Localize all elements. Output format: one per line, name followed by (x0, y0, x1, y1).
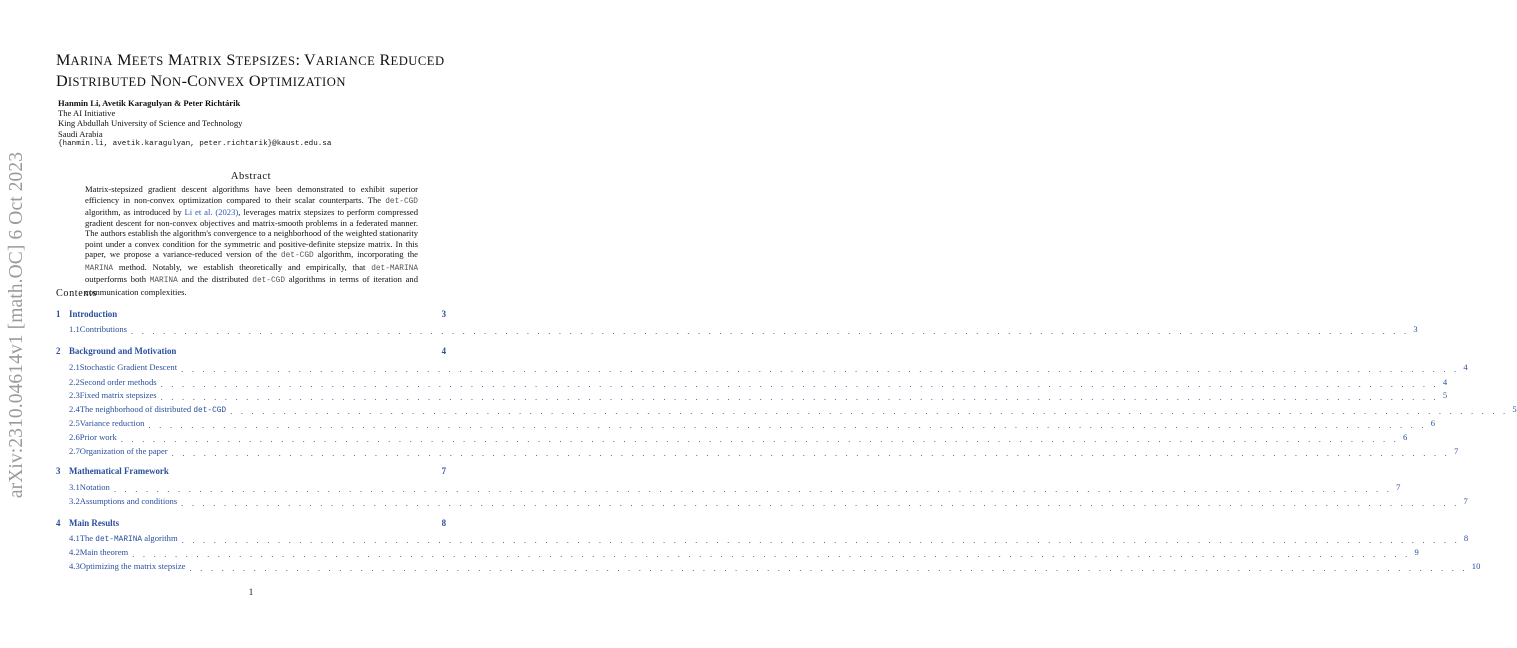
paper-title (56, 50, 456, 92)
toc-subsection-entry[interactable] (56, 482, 1401, 494)
toc-subsection-entry[interactable] (56, 533, 1469, 545)
toc-entry-label: Main Results (69, 518, 120, 528)
toc-entry-label: Prior work (79, 432, 117, 442)
toc-entry-number: 1 (56, 309, 61, 319)
toc-subsection-entry[interactable] (56, 324, 1418, 336)
toc-entry-label: Background and Motivation (69, 346, 177, 356)
toc-entry-number: 2.7 (69, 446, 80, 456)
toc-section-entry[interactable] (56, 346, 446, 358)
toc-page-number: 6 (1430, 418, 1435, 428)
algorithm-name: det-CGD (385, 197, 418, 206)
title-line-1: MARINA MEETS MATRIX STEPSIZES: VARIANCE REDUCED (56, 51, 445, 69)
dot-leader: . . . . . . . . . . . . . . . . . . . . . . . . . . . . . . . . . . . . . . . . . . . . . . . . . . . . . . . . . . . . . . . . . . . . . . . . . . . . . . . . . . . . . . . . . . . . . . . . . . . . . . . . . . . . . . . . . . . . . . . . (181, 498, 1460, 508)
toc-subsection-entry[interactable] (56, 390, 1448, 402)
dot-leader: . . . . . . . . . . . . . . . . . . . . . . . . . . . . . . . . . . . . . . . . . . . . . . . . . . . . . . . . . . . . . . . . . . . . . . . . . . . . . . . . . . . . . . . . . . . . . . . . . . . . . . . . . . . . . . . . . . . . . . . . (230, 406, 1509, 416)
dot-leader: . . . . . . . . . . . . . . . . . . . . . . . . . . . . . . . . . . . . . . . . . . . . . . . . . . . . . . . . . . . . . . . . . . . . . . . . . . . . . . . . . . . . . . . . . . . . . . . . . . . . . . . . . . . . . . . . . . . . . . . . (160, 379, 1439, 389)
toc-entry-number: 2.4 (69, 404, 80, 414)
toc-page-number: 4 (441, 346, 446, 356)
toc-entry-number: 2.2 (69, 377, 80, 387)
algorithm-name: MARINA (85, 264, 114, 273)
dot-leader: . . . . . . . . . . . . . . . . . . . . . . . . . . . . . . . . . . . . . . . . . . . . . . . . . . . . . . . . . . . . . . . . . . . . . . . . . . . . . . . . . . . . . . . . . . . . . . . . . . . . . . . . . . . . . . . . . . . . . . . . (132, 549, 1411, 559)
toc-entry-label: The neighborhood of distributed det-CGD (79, 404, 227, 415)
toc-entry-label: Stochastic Gradient Descent (79, 362, 178, 372)
abstract-heading: Abstract (230, 171, 272, 182)
toc-page-number: 10 (1471, 561, 1481, 571)
affiliation-line: Saudi Arabia (58, 128, 103, 139)
toc-entry-label: Fixed matrix stepsizes (79, 390, 157, 400)
toc-subsection-entry[interactable] (56, 496, 1468, 508)
toc-entry-label: Contributions (79, 324, 128, 334)
toc-entry-number: 2.3 (69, 390, 80, 400)
abstract-text: Matrix-stepsized gradient descent algorithms have been demonstrated to exhibit superior efficiency in non-convex optimization compared to their scalar counterparts. The det-CGD algorithm, as introduced by Li et al. (2023), leverages matrix stepsizes to perform compressed gradient descent for non-convex objectives and matrix-smooth problems in a federated manner. The authors establish the algorithm's convergence to a neighborhood of the weighted stationarity point under a convex condition for the symmetric and positive-definite stepsize matrix. In this paper, we propose a variance-reduced version of the det-CGD algorithm, incorporating the MARINA method. Notably, we establish theoretically and empirically, that det-MARINA outperforms both MARINA and the distributed det-CGD algorithms in terms of iteration and communication complexities. (85, 184, 418, 297)
toc-subsection-entry[interactable] (56, 418, 1435, 430)
arxiv-stamp (4, 145, 30, 505)
toc-entry-number: 4.2 (69, 547, 80, 557)
toc-entry-label: Introduction (69, 309, 118, 319)
algorithm-name: det-MARINA (371, 264, 418, 273)
author-names: Hanmin Li, Avetik Karagulyan & Peter Richtárik (58, 98, 241, 108)
affiliation-line: King Abdullah University of Science and Technology (58, 118, 243, 129)
toc-entry-label: Notation (79, 482, 110, 492)
toc-page-number: 8 (1463, 533, 1469, 543)
author-emails: {hanmin.li, avetik.karagulyan, peter.richtarik}@kaust.edu.sa (58, 139, 332, 148)
toc-page-number: 7 (1453, 446, 1459, 456)
algorithm-name: det-CGD (193, 407, 227, 415)
toc-subsection-entry[interactable] (56, 446, 1459, 458)
toc-entry-number: 4.1 (69, 533, 80, 543)
toc-entry-number: 2 (56, 346, 61, 356)
toc-section-entry[interactable] (56, 518, 446, 530)
toc-entry-label: Main theorem (79, 547, 129, 557)
toc-entry-label: Assumptions and conditions (79, 496, 178, 506)
author-block (58, 98, 331, 149)
toc-subsection-entry[interactable] (56, 561, 1481, 573)
page-number: 1 (248, 587, 254, 597)
toc-entry-label: The det-MARINA algorithm (79, 533, 178, 544)
toc-page-number: 5 (1442, 390, 1448, 400)
toc-page-number: 3 (441, 309, 446, 319)
dot-leader: . . . . . . . . . . . . . . . . . . . . . . . . . . . . . . . . . . . . . . . . . . . . . . . . . . . . . . . . . . . . . . . . . . . . . . . . . . . . . . . . . . . . . . . . . . . . . . . . . . . . . . . . . . . . . . . . . . . . . . . . (120, 434, 1400, 444)
toc-page-number: 4 (1442, 377, 1448, 387)
toc-page-number: 4 (1463, 362, 1468, 372)
toc-entry-number: 3.1 (69, 482, 80, 492)
toc-entry-number: 2.1 (69, 362, 80, 372)
dot-leader: . . . . . . . . . . . . . . . . . . . . . . . . . . . . . . . . . . . . . . . . . . . . . . . . . . . . . . . . . . . . . . . . . . . . . . . . . . . . . . . . . . . . . . . . . . . . . . . . . . . . . . . . . . . . . . . . . . . . . . . . (160, 392, 1439, 402)
toc-section-entry[interactable] (56, 309, 446, 321)
toc-entry-label: Mathematical Framework (69, 466, 169, 476)
toc-entry-label: Variance reduction (79, 418, 145, 428)
toc-entry-number: 4.3 (69, 561, 80, 571)
dot-leader: . . . . . . . . . . . . . . . . . . . . . . . . . . . . . . . . . . . . . . . . . . . . . . . . . . . . . . . . . . . . . . . . . . . . . . . . . . . . . . . . . . . . . . . . . . . . . . . . . . . . . . . . . . . . . . . . . . . . . . . . (131, 326, 1410, 336)
toc-subsection-entry[interactable] (56, 404, 1517, 416)
toc-entry-label: Organization of the paper (79, 446, 168, 456)
title-line-2: DISTRIBUTED NON-CONVEX OPTIMIZATION (56, 72, 346, 90)
toc-entry-number: 2.6 (69, 432, 80, 442)
dot-leader: . . . . . . . . . . . . . . . . . . . . . . . . . . . . . . . . . . . . . . . . . . . . . . . . . . . . . . . . . . . . . . . . . . . . . . . . . . . . . . . . . . . . . . . . . . . . . . . . . . . . . . . . . . . . . . . . . . . . . . . . (148, 420, 1427, 430)
toc-entry-number: 3 (56, 466, 61, 476)
dot-leader: . . . . . . . . . . . . . . . . . . . . . . . . . . . . . . . . . . . . . . . . . . . . . . . . . . . . . . . . . . . . . . . . . . . . . . . . . . . . . . . . . . . . . . . . . . . . . . . . . . . . . . . . . . . . . . . . . . . . . . . . (113, 484, 1393, 494)
dot-leader: . . . . . . . . . . . . . . . . . . . . . . . . . . . . . . . . . . . . . . . . . . . . . . . . . . . . . . . . . . . . . . . . . . . . . . . . . . . . . . . . . . . . . . . . . . . . . . . . . . . . . . . . . . . . . . . . . . . . . . . . (181, 535, 1460, 545)
dot-leader: . . . . . . . . . . . . . . . . . . . . . . . . . . . . . . . . . . . . . . . . . . . . . . . . . . . . . . . . . . . . . . . . . . . . . . . . . . . . . . . . . . . . . . . . . . . . . . . . . . . . . . . . . . . . . . . . . . . . . . . . (189, 563, 1468, 573)
toc-section-entry[interactable] (56, 466, 446, 478)
toc-page-number: 3 (1413, 324, 1418, 334)
contents-heading: Contents (56, 288, 98, 299)
toc-page-number: 7 (441, 466, 446, 476)
algorithm-name: det-MARINA (95, 536, 143, 544)
toc-page-number: 6 (1403, 432, 1408, 442)
toc-subsection-entry[interactable] (56, 432, 1408, 444)
toc-entry-label: Optimizing the matrix stepsize (79, 561, 186, 571)
algorithm-name: det-CGD (252, 277, 286, 285)
toc-entry-number: 4 (56, 518, 61, 528)
algorithm-name: det-CGD (280, 252, 314, 260)
toc-entry-number: 1.1 (69, 324, 80, 334)
toc-entry-label: Second order methods (79, 377, 157, 387)
citation-link[interactable]: Li et al. (2023) (184, 207, 239, 217)
affiliation-line: The AI Initiative (58, 108, 116, 119)
toc-subsection-entry[interactable] (56, 377, 1448, 389)
algorithm-name: MARINA (149, 277, 178, 285)
toc-page-number: 9 (1414, 547, 1419, 557)
toc-entry-number: 3.2 (69, 496, 80, 506)
toc-subsection-entry[interactable] (56, 362, 1468, 374)
toc-page-number: 7 (1463, 496, 1468, 506)
dot-leader: . . . . . . . . . . . . . . . . . . . . . . . . . . . . . . . . . . . . . . . . . . . . . . . . . . . . . . . . . . . . . . . . . . . . . . . . . . . . . . . . . . . . . . . . . . . . . . . . . . . . . . . . . . . . . . . . . . . . . . . . (181, 364, 1460, 374)
arxiv-identifier: arXiv:2310.04614v1 [math.OC] 6 Oct 2023 (6, 151, 27, 499)
toc-subsection-entry[interactable] (56, 547, 1419, 559)
toc-page-number: 5 (1512, 404, 1517, 414)
toc-page-number: 8 (441, 518, 446, 528)
dot-leader: . . . . . . . . . . . . . . . . . . . . . . . . . . . . . . . . . . . . . . . . . . . . . . . . . . . . . . . . . . . . . . . . . . . . . . . . . . . . . . . . . . . . . . . . . . . . . . . . . . . . . . . . . . . . . . . . . . . . . . . . (171, 448, 1450, 458)
toc-page-number: 7 (1396, 482, 1401, 492)
toc-entry-number: 2.5 (69, 418, 80, 428)
